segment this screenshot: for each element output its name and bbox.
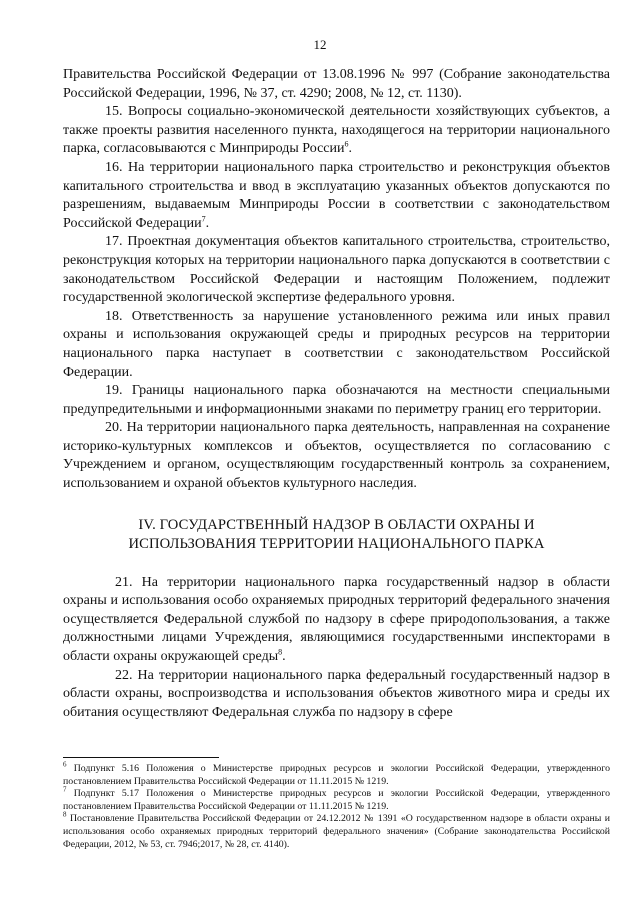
paragraph-22: 22. На территории национального парка федеральный государственный надзор в области охраны, воспроизводства и использования объектов животного мира и среды их обитания осуществляют Федеральная служба по надзору в сфере [63,667,610,720]
page-number: 12 [313,37,327,52]
footnote-7 [63,785,610,813]
footnote-8-number: 8 [63,811,67,820]
paragraph-15-text: 15. Вопросы социально-экономической деятельности хозяйствующих субъектов, а также проекты развития населенного пункта, находящегося на территории национального парка, согласовываются с Минприроды России [63,104,610,157]
footnote-7-number: 7 [63,785,67,794]
section-heading [63,516,610,554]
footnote-6-text: Подпункт 5.16 Положения о Министерстве природных ресурсов и экологии Российской Федерации, утвержденного постановлением Правительства Российской Федерации от 11.11.2015 № 1219. [63,763,610,787]
paragraph-21-text: 21. На территории национального парка государственный надзор в области охраны и использования особо охраняемых природных территорий федерального значения осуществляется Федеральной службой по надзору в сфере природопользования, а также должностными лицами Учреждения, являющимися государственными инспекторами в области охраны окружающей среды [63,574,610,665]
footnotes [63,760,610,851]
footnote-divider [63,757,219,758]
section-heading-line-2: ИСПОЛЬЗОВАНИЯ ТЕРРИТОРИИ НАЦИОНАЛЬНОГО ПАРКА [128,535,545,552]
body-text [63,66,610,722]
paragraph-18: 18. Ответственность за нарушение установленного режима или иных правил охраны и использования окружающей среды и природных ресурсов на территории национального парка наступает в соответствии с законодательством Российской Федерации. [63,308,610,380]
footnote-ref-7[interactable]: 7 [201,214,206,224]
footnote-6 [63,760,610,788]
footnote-8-text: Постановление Правительства Российской Федерации от 24.12.2012 № 1391 «О государственном надзоре в области охраны и использования особо охраняемых природных территорий федерального значения» (Собрание законодательства Российской Федерации, 2012, № 53, ст. 7946;2017, № 28, ст. 4140). [63,813,610,850]
section-heading-line-1: IV. ГОСУДАРСТВЕННЫЙ НАДЗОР В ОБЛАСТИ ОХРАНЫ И [138,516,535,533]
paragraph-15 [63,103,610,159]
paragraph-19: 19. Границы национального парка обозначаются на местности специальными предупредительными и информационными знаками по периметру границ его территории. [63,383,610,417]
paragraph-16 [63,159,610,233]
paragraph-15-end: . [348,141,352,157]
paragraph-16-end: . [205,215,210,231]
footnote-7-text: Подпункт 5.17 Положения о Министерстве природных ресурсов и экологии Российской Федерации, утвержденного постановлением Правительства Российской Федерации от 11.11.2015 № 1219. [63,788,610,812]
paragraph-21-end: . [282,649,286,665]
paragraph-17: 17. Проектная документация объектов капитального строительства, строительство, реконструкция которых на территории национального парка допускаются в соответствии с законодательством Российской Федерации и настоящим Положением, подлежит государственной экологической экспертизе федерального уровня. [63,234,610,306]
paragraph-20: 20. На территории национального парка деятельность, направленная на сохранение историко-культурных комплексов и объектов, осуществляется по согласованию с Учреждением и органом, осуществляющим государственный контроль за сохранением, использованием и охраной объектов культурного наследия. [63,420,610,492]
paragraph-14-continuation: Правительства Российской Федерации от 13.08.1996 № 997 (Собрание законодательства Российской Федерации, 1996, № 37, ст. 4290; 2008, № 12, ст. 1130). [63,67,610,101]
footnote-ref-8[interactable]: 8 [278,647,283,657]
paragraph-21 [63,574,610,667]
paragraph-16-text: 16. На территории национального парка строительство и реконструкция объектов капитального строительства и ввод в эксплуатацию указанных объектов допускаются по разрешениям, выдаваемым Минприроды России в соответствии с законодательством Российской Федерации [63,159,610,231]
footnote-6-number: 6 [63,760,67,769]
footnote-8 [63,813,610,851]
footnote-ref-6[interactable]: 6 [344,139,349,149]
